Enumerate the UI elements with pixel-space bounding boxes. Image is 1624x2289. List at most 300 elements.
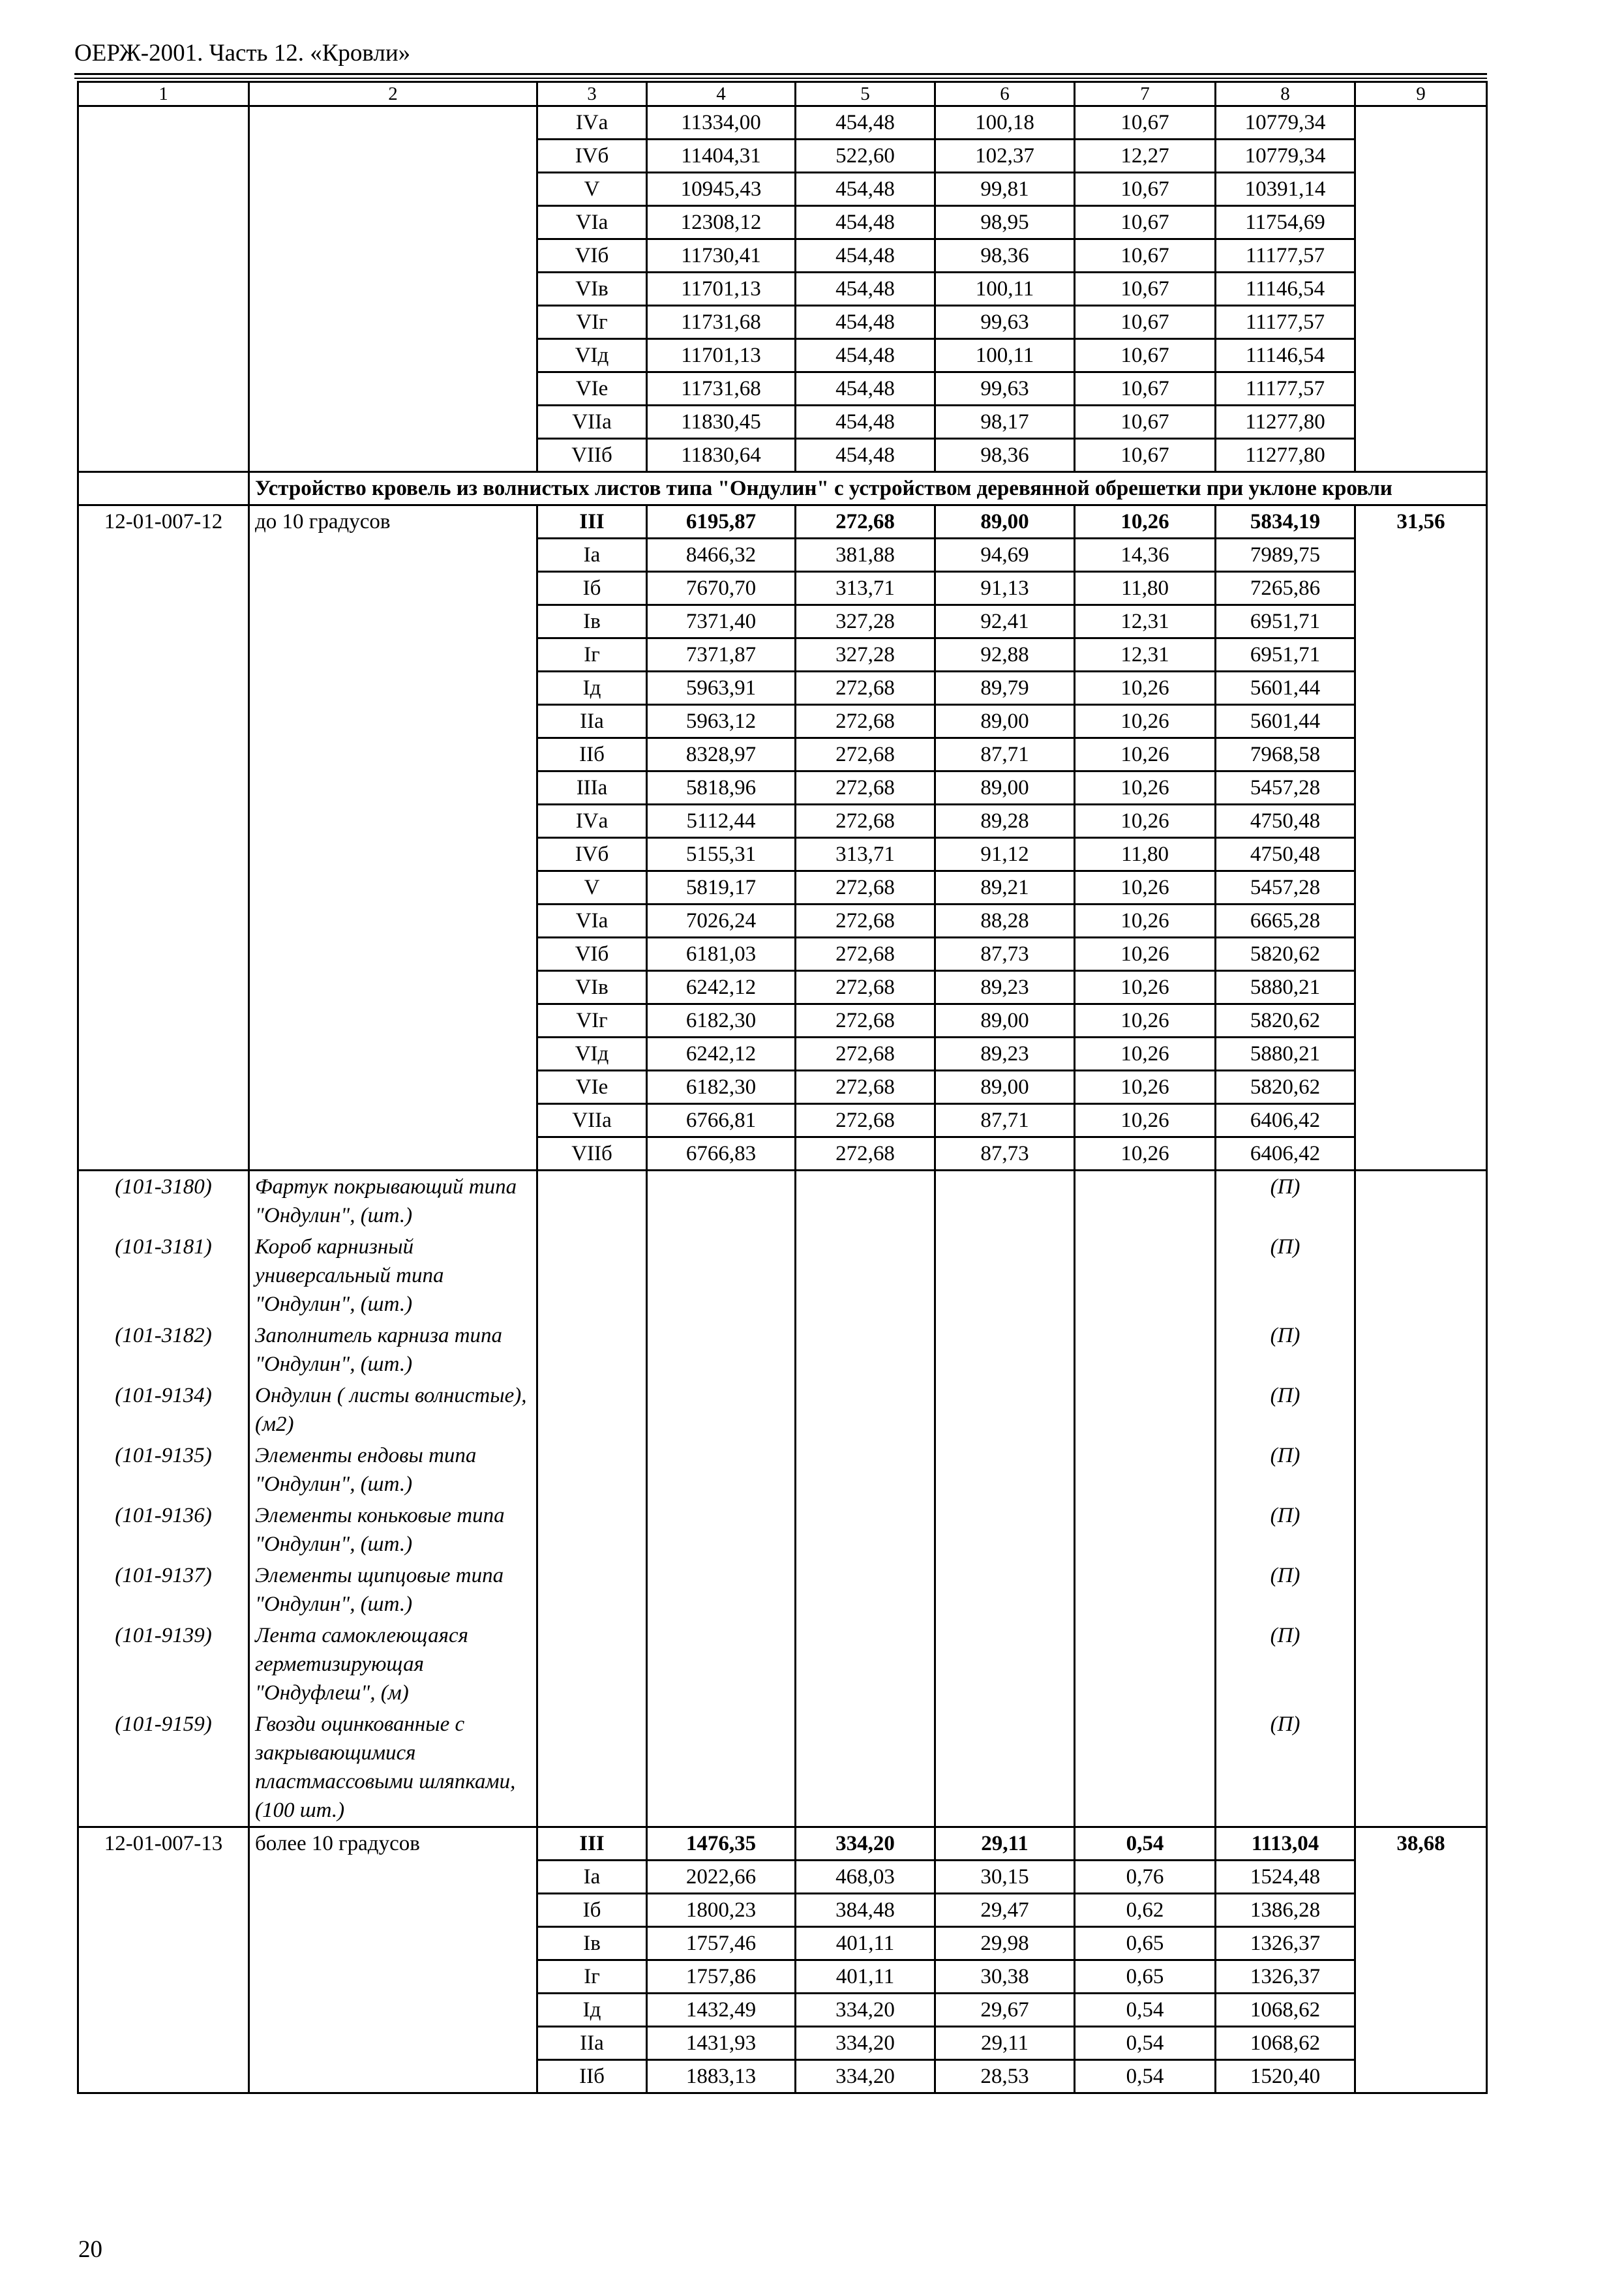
value-cell: 5880,21 bbox=[1216, 1038, 1355, 1071]
value-cell: 6951,71 bbox=[1216, 605, 1355, 638]
empty-cell bbox=[647, 1440, 796, 1500]
value-cell: 272,68 bbox=[796, 1071, 935, 1104]
empty-cell bbox=[935, 1709, 1075, 1827]
resource-code: (101-3182) bbox=[78, 1320, 249, 1380]
value-cell: 10,26 bbox=[1075, 1071, 1216, 1104]
empty-cell bbox=[935, 1560, 1075, 1620]
value-cell: 89,00 bbox=[935, 1004, 1075, 1038]
value-cell: 11830,64 bbox=[647, 439, 796, 472]
value-cell: 6665,28 bbox=[1216, 905, 1355, 938]
region-code-cell: VIIа bbox=[537, 1104, 647, 1137]
value-cell: 313,71 bbox=[796, 838, 935, 871]
region-code-cell: VIв bbox=[537, 971, 647, 1004]
value-cell: 11334,00 bbox=[647, 106, 796, 140]
value-cell: 14,36 bbox=[1075, 539, 1216, 572]
value-cell: 8466,32 bbox=[647, 539, 796, 572]
region-code-cell: III bbox=[537, 505, 647, 539]
region-code-cell: VIа bbox=[537, 206, 647, 239]
region-code-cell: V bbox=[537, 173, 647, 206]
region-code-cell: VIIб bbox=[537, 1137, 647, 1171]
empty-cell bbox=[935, 1620, 1075, 1709]
col-header: 8 bbox=[1216, 82, 1355, 106]
region-code-cell: VIе bbox=[537, 372, 647, 406]
value-cell: 29,47 bbox=[935, 1894, 1075, 1927]
value-cell: 87,71 bbox=[935, 738, 1075, 771]
value-cell: 89,28 bbox=[935, 805, 1075, 838]
value-cell: 0,62 bbox=[1075, 1894, 1216, 1927]
column-number-row bbox=[78, 82, 1487, 106]
value-cell: 29,11 bbox=[935, 1827, 1075, 1861]
value-cell: 0,76 bbox=[1075, 1861, 1216, 1894]
value-cell: 5112,44 bbox=[647, 805, 796, 838]
empty-cell bbox=[1355, 1440, 1487, 1500]
value-cell: 1524,48 bbox=[1216, 1861, 1355, 1894]
value-cell: 5601,44 bbox=[1216, 705, 1355, 738]
resource-mark: (П) bbox=[1216, 1709, 1355, 1827]
resource-code: (101-9137) bbox=[78, 1560, 249, 1620]
value-cell: 5457,28 bbox=[1216, 771, 1355, 805]
value-cell: 12,31 bbox=[1075, 638, 1216, 672]
value-cell: 102,37 bbox=[935, 140, 1075, 173]
resource-name: Элементы щипцовые типа "Ондулин", (шт.) bbox=[249, 1560, 537, 1620]
value-cell: 272,68 bbox=[796, 871, 935, 905]
value-cell: 98,95 bbox=[935, 206, 1075, 239]
value-cell: 11731,68 bbox=[647, 372, 796, 406]
resource-mark: (П) bbox=[1216, 1380, 1355, 1440]
value-cell: 100,11 bbox=[935, 273, 1075, 306]
value-cell: 10,26 bbox=[1075, 1137, 1216, 1171]
region-code-cell: IIа bbox=[537, 705, 647, 738]
value-cell: 272,68 bbox=[796, 938, 935, 971]
col-header: 6 bbox=[935, 82, 1075, 106]
resource-row bbox=[78, 1620, 1487, 1709]
resource-row bbox=[78, 1709, 1487, 1827]
region-code-cell: IVб bbox=[537, 140, 647, 173]
value-cell: 10779,34 bbox=[1216, 106, 1355, 140]
region-code-cell: VIд bbox=[537, 339, 647, 372]
value-cell: 10,67 bbox=[1075, 273, 1216, 306]
region-code-cell: Iб bbox=[537, 572, 647, 605]
resource-name: Элементы коньковые типа "Ондулин", (шт.) bbox=[249, 1500, 537, 1560]
value-cell: 11177,57 bbox=[1216, 372, 1355, 406]
value-cell: 94,69 bbox=[935, 539, 1075, 572]
value-cell: 334,20 bbox=[796, 1827, 935, 1861]
value-cell: 272,68 bbox=[796, 1104, 935, 1137]
value-cell: 10,67 bbox=[1075, 239, 1216, 273]
value-cell: 10,26 bbox=[1075, 871, 1216, 905]
region-code-cell: VIIа bbox=[537, 406, 647, 439]
value-cell: 6195,87 bbox=[647, 505, 796, 539]
value-cell: 0,54 bbox=[1075, 1827, 1216, 1861]
value-cell: 0,65 bbox=[1075, 1927, 1216, 1960]
region-code-cell: Iг bbox=[537, 638, 647, 672]
value-cell: 89,23 bbox=[935, 1038, 1075, 1071]
table-row bbox=[78, 106, 1487, 140]
rates-table bbox=[77, 81, 1488, 2094]
empty-cell bbox=[537, 1560, 647, 1620]
value-cell: 7265,86 bbox=[1216, 572, 1355, 605]
value-cell: 99,81 bbox=[935, 173, 1075, 206]
value-cell: 454,48 bbox=[796, 206, 935, 239]
value-cell: 11730,41 bbox=[647, 239, 796, 273]
value-cell: 10,26 bbox=[1075, 771, 1216, 805]
table-row-main bbox=[78, 1827, 1487, 1861]
resource-code: (101-3180) bbox=[78, 1171, 249, 1232]
value-cell: 87,73 bbox=[935, 938, 1075, 971]
empty-cell bbox=[537, 1440, 647, 1500]
resource-name: Лента самоклеющаяся герметизирующая "Ондуфлеш", (м) bbox=[249, 1620, 537, 1709]
col9-value: 31,56 bbox=[1355, 505, 1487, 1171]
value-cell: 272,68 bbox=[796, 505, 935, 539]
empty-cell bbox=[1075, 1709, 1216, 1827]
region-code-cell: VIе bbox=[537, 1071, 647, 1104]
value-cell: 91,13 bbox=[935, 572, 1075, 605]
value-cell: 10,67 bbox=[1075, 206, 1216, 239]
region-code-cell: IIа bbox=[537, 2027, 647, 2060]
value-cell: 272,68 bbox=[796, 971, 935, 1004]
region-code-cell: IIIа bbox=[537, 771, 647, 805]
value-cell: 100,18 bbox=[935, 106, 1075, 140]
value-cell: 4750,48 bbox=[1216, 805, 1355, 838]
empty-cell bbox=[1355, 1231, 1487, 1320]
empty-cell bbox=[1075, 1560, 1216, 1620]
value-cell: 327,28 bbox=[796, 605, 935, 638]
value-cell: 29,98 bbox=[935, 1927, 1075, 1960]
value-cell: 1326,37 bbox=[1216, 1927, 1355, 1960]
page-header-title: ОЕРЖ-2001. Часть 12. «Кровли» bbox=[74, 40, 411, 67]
resource-name: Заполнитель карниза типа "Ондулин", (шт.) bbox=[249, 1320, 537, 1380]
value-cell: 29,11 bbox=[935, 2027, 1075, 2060]
col-header: 2 bbox=[249, 82, 537, 106]
value-cell: 89,00 bbox=[935, 771, 1075, 805]
section-title: Устройство кровель из волнистых листов типа "Ондулин" с устройством деревянной обрешетки при уклоне кровли bbox=[249, 472, 1487, 505]
value-cell: 8328,97 bbox=[647, 738, 796, 771]
value-cell: 28,53 bbox=[935, 2060, 1075, 2093]
header-rule-thick bbox=[74, 73, 1487, 75]
value-cell: 313,71 bbox=[796, 572, 935, 605]
region-code-cell: IVб bbox=[537, 838, 647, 871]
empty-cell bbox=[796, 1440, 935, 1500]
resource-name: Гвозди оцинкованные с закрывающимися пластмассовыми шляпками, (100 шт.) bbox=[249, 1709, 537, 1827]
empty-cell bbox=[647, 1560, 796, 1620]
empty-cell bbox=[796, 1171, 935, 1232]
value-cell: 6242,12 bbox=[647, 1038, 796, 1071]
value-cell: 5601,44 bbox=[1216, 672, 1355, 705]
value-cell: 11701,13 bbox=[647, 339, 796, 372]
empty-cell bbox=[796, 1380, 935, 1440]
region-code-cell: III bbox=[537, 1827, 647, 1861]
value-cell: 11177,57 bbox=[1216, 239, 1355, 273]
empty-cell bbox=[796, 1560, 935, 1620]
value-cell: 30,15 bbox=[935, 1861, 1075, 1894]
value-cell: 5820,62 bbox=[1216, 1004, 1355, 1038]
value-cell: 7371,87 bbox=[647, 638, 796, 672]
col-header: 1 bbox=[78, 82, 249, 106]
col-header: 4 bbox=[647, 82, 796, 106]
value-cell: 30,38 bbox=[935, 1960, 1075, 1994]
empty-cell bbox=[796, 1709, 935, 1827]
value-cell: 89,00 bbox=[935, 1071, 1075, 1104]
region-code-cell: VIв bbox=[537, 273, 647, 306]
value-cell: 89,21 bbox=[935, 871, 1075, 905]
region-code-cell: Iб bbox=[537, 1894, 647, 1927]
value-cell: 1113,04 bbox=[1216, 1827, 1355, 1861]
empty-cell bbox=[647, 1231, 796, 1320]
value-cell: 5155,31 bbox=[647, 838, 796, 871]
value-cell: 1757,46 bbox=[647, 1927, 796, 1960]
empty-cell bbox=[537, 1320, 647, 1380]
resource-code: (101-9159) bbox=[78, 1709, 249, 1827]
region-code-cell: VIб bbox=[537, 239, 647, 273]
resource-mark: (П) bbox=[1216, 1440, 1355, 1500]
col-header: 5 bbox=[796, 82, 935, 106]
value-cell: 6242,12 bbox=[647, 971, 796, 1004]
value-cell: 401,11 bbox=[796, 1960, 935, 1994]
resource-name: Элементы ендовы типа "Ондулин", (шт.) bbox=[249, 1440, 537, 1500]
page-number: 20 bbox=[78, 2236, 102, 2263]
value-cell: 272,68 bbox=[796, 738, 935, 771]
value-cell: 10,26 bbox=[1075, 738, 1216, 771]
resource-row bbox=[78, 1231, 1487, 1320]
value-cell: 11701,13 bbox=[647, 273, 796, 306]
value-cell: 12,27 bbox=[1075, 140, 1216, 173]
empty-cell bbox=[537, 1500, 647, 1560]
value-cell: 87,71 bbox=[935, 1104, 1075, 1137]
rate-code: 12-01-007-13 bbox=[78, 1827, 249, 2093]
value-cell: 1326,37 bbox=[1216, 1960, 1355, 1994]
region-code-cell: VIг bbox=[537, 306, 647, 339]
region-code-cell: Iа bbox=[537, 1861, 647, 1894]
section-heading-block bbox=[78, 472, 1487, 505]
empty-cell bbox=[537, 1231, 647, 1320]
value-cell: 1386,28 bbox=[1216, 1894, 1355, 1927]
empty-cell bbox=[537, 1171, 647, 1232]
value-cell: 10,67 bbox=[1075, 339, 1216, 372]
region-code-cell: VIа bbox=[537, 905, 647, 938]
value-cell: 1520,40 bbox=[1216, 2060, 1355, 2093]
value-cell: 6181,03 bbox=[647, 938, 796, 971]
empty-cell bbox=[537, 1620, 647, 1709]
value-cell: 11277,80 bbox=[1216, 406, 1355, 439]
empty-cell bbox=[1355, 1320, 1487, 1380]
value-cell: 272,68 bbox=[796, 1137, 935, 1171]
empty-cell bbox=[796, 1620, 935, 1709]
value-cell: 5818,96 bbox=[647, 771, 796, 805]
empty-cell bbox=[796, 1320, 935, 1380]
region-code-cell: VIд bbox=[537, 1038, 647, 1071]
value-cell: 272,68 bbox=[796, 705, 935, 738]
empty-cell bbox=[647, 1709, 796, 1827]
value-cell: 272,68 bbox=[796, 1038, 935, 1071]
section-empty-cell bbox=[78, 472, 249, 505]
value-cell: 10391,14 bbox=[1216, 173, 1355, 206]
resource-code: (101-9135) bbox=[78, 1440, 249, 1500]
value-cell: 5880,21 bbox=[1216, 971, 1355, 1004]
resource-mark: (П) bbox=[1216, 1620, 1355, 1709]
value-cell: 6951,71 bbox=[1216, 638, 1355, 672]
region-code-cell: Iд bbox=[537, 1994, 647, 2027]
value-cell: 11731,68 bbox=[647, 306, 796, 339]
value-cell: 334,20 bbox=[796, 2027, 935, 2060]
resource-row bbox=[78, 1171, 1487, 1232]
region-code-cell: IIб bbox=[537, 738, 647, 771]
resource-mark: (П) bbox=[1216, 1171, 1355, 1232]
value-cell: 454,48 bbox=[796, 439, 935, 472]
value-cell: 1068,62 bbox=[1216, 2027, 1355, 2060]
region-code-cell: VIг bbox=[537, 1004, 647, 1038]
value-cell: 454,48 bbox=[796, 306, 935, 339]
value-cell: 6766,83 bbox=[647, 1137, 796, 1171]
value-cell: 6406,42 bbox=[1216, 1104, 1355, 1137]
empty-cell bbox=[537, 1380, 647, 1440]
value-cell: 10,26 bbox=[1075, 672, 1216, 705]
value-cell: 0,65 bbox=[1075, 1960, 1216, 1994]
region-code-cell: Iв bbox=[537, 1927, 647, 1960]
empty-cell bbox=[935, 1380, 1075, 1440]
rate-code: 12-01-007-12 bbox=[78, 505, 249, 1171]
col-header: 7 bbox=[1075, 82, 1216, 106]
value-cell: 92,41 bbox=[935, 605, 1075, 638]
value-cell: 89,00 bbox=[935, 505, 1075, 539]
value-cell: 7026,24 bbox=[647, 905, 796, 938]
value-cell: 10,67 bbox=[1075, 372, 1216, 406]
value-cell: 7989,75 bbox=[1216, 539, 1355, 572]
resource-row bbox=[78, 1500, 1487, 1560]
value-cell: 99,63 bbox=[935, 306, 1075, 339]
value-cell: 10,67 bbox=[1075, 439, 1216, 472]
value-cell: 98,36 bbox=[935, 439, 1075, 472]
value-cell: 87,73 bbox=[935, 1137, 1075, 1171]
value-cell: 6766,81 bbox=[647, 1104, 796, 1137]
resource-mark: (П) bbox=[1216, 1500, 1355, 1560]
item-13-block bbox=[78, 1827, 1487, 2093]
region-code-cell: V bbox=[537, 871, 647, 905]
empty-cell bbox=[647, 1320, 796, 1380]
resource-row bbox=[78, 1440, 1487, 1500]
value-cell: 11177,57 bbox=[1216, 306, 1355, 339]
empty-cell bbox=[1355, 1500, 1487, 1560]
value-cell: 454,48 bbox=[796, 173, 935, 206]
value-cell: 5820,62 bbox=[1216, 1071, 1355, 1104]
empty-cell bbox=[1355, 1560, 1487, 1620]
empty-cell bbox=[1355, 1709, 1487, 1827]
value-cell: 401,11 bbox=[796, 1927, 935, 1960]
value-cell: 98,36 bbox=[935, 239, 1075, 273]
empty-cell bbox=[1075, 1500, 1216, 1560]
value-cell: 6182,30 bbox=[647, 1071, 796, 1104]
value-cell: 11,80 bbox=[1075, 572, 1216, 605]
empty-cell bbox=[647, 1380, 796, 1440]
rate-name: более 10 градусов bbox=[249, 1827, 537, 2093]
value-cell: 1757,86 bbox=[647, 1960, 796, 1994]
value-cell: 5457,28 bbox=[1216, 871, 1355, 905]
rate-name: до 10 градусов bbox=[249, 505, 537, 1171]
resource-row bbox=[78, 1560, 1487, 1620]
value-cell: 10,67 bbox=[1075, 106, 1216, 140]
value-cell: 10,26 bbox=[1075, 905, 1216, 938]
value-cell: 5819,17 bbox=[647, 871, 796, 905]
region-code-cell: IVа bbox=[537, 106, 647, 140]
empty-cell bbox=[1075, 1380, 1216, 1440]
value-cell: 6406,42 bbox=[1216, 1137, 1355, 1171]
value-cell: 10945,43 bbox=[647, 173, 796, 206]
value-cell: 6182,30 bbox=[647, 1004, 796, 1038]
resource-code: (101-9134) bbox=[78, 1380, 249, 1440]
value-cell: 10,26 bbox=[1075, 1038, 1216, 1071]
top-block bbox=[78, 106, 1487, 472]
value-cell: 10,26 bbox=[1075, 805, 1216, 838]
empty-cell bbox=[796, 1500, 935, 1560]
empty-cell bbox=[935, 1171, 1075, 1232]
resource-code: (101-9139) bbox=[78, 1620, 249, 1709]
region-code-cell: Iа bbox=[537, 539, 647, 572]
region-code-cell: VIб bbox=[537, 938, 647, 971]
value-cell: 89,23 bbox=[935, 971, 1075, 1004]
value-cell: 272,68 bbox=[796, 672, 935, 705]
region-code-cell: VIIб bbox=[537, 439, 647, 472]
value-cell: 1068,62 bbox=[1216, 1994, 1355, 2027]
value-cell: 1883,13 bbox=[647, 2060, 796, 2093]
value-cell: 10,26 bbox=[1075, 1004, 1216, 1038]
region-code-cell: Iв bbox=[537, 605, 647, 638]
empty-cell bbox=[935, 1500, 1075, 1560]
empty-cell bbox=[935, 1440, 1075, 1500]
empty-cell bbox=[935, 1231, 1075, 1320]
empty-cell bbox=[537, 1709, 647, 1827]
item-12-block bbox=[78, 505, 1487, 1827]
header-rule-thin bbox=[74, 78, 1487, 79]
value-cell: 29,67 bbox=[935, 1994, 1075, 2027]
col9-value: 38,68 bbox=[1355, 1827, 1487, 2093]
value-cell: 7371,40 bbox=[647, 605, 796, 638]
value-cell: 334,20 bbox=[796, 1994, 935, 2027]
resource-name: Ондулин ( листы волнистые), (м2) bbox=[249, 1380, 537, 1440]
value-cell: 10,26 bbox=[1075, 938, 1216, 971]
region-code-cell: IVа bbox=[537, 805, 647, 838]
resource-code: (101-9136) bbox=[78, 1500, 249, 1560]
empty-cell bbox=[1355, 1620, 1487, 1709]
value-cell: 454,48 bbox=[796, 372, 935, 406]
value-cell: 10,67 bbox=[1075, 173, 1216, 206]
empty-cell bbox=[647, 1620, 796, 1709]
value-cell: 327,28 bbox=[796, 638, 935, 672]
empty-cell bbox=[1075, 1320, 1216, 1380]
value-cell: 11754,69 bbox=[1216, 206, 1355, 239]
value-cell: 10779,34 bbox=[1216, 140, 1355, 173]
empty-cell bbox=[1355, 1380, 1487, 1440]
empty-cell bbox=[1075, 1231, 1216, 1320]
value-cell: 12308,12 bbox=[647, 206, 796, 239]
empty-cell bbox=[1075, 1620, 1216, 1709]
region-code-cell: Iд bbox=[537, 672, 647, 705]
value-cell: 272,68 bbox=[796, 1004, 935, 1038]
value-cell: 1431,93 bbox=[647, 2027, 796, 2060]
code-cell bbox=[78, 106, 249, 472]
value-cell: 5834,19 bbox=[1216, 505, 1355, 539]
value-cell: 11404,31 bbox=[647, 140, 796, 173]
table-row-main bbox=[78, 505, 1487, 539]
value-cell: 12,31 bbox=[1075, 605, 1216, 638]
value-cell: 5963,12 bbox=[647, 705, 796, 738]
value-cell: 1476,35 bbox=[647, 1827, 796, 1861]
col-header: 9 bbox=[1355, 82, 1487, 106]
resource-mark: (П) bbox=[1216, 1560, 1355, 1620]
value-cell: 5963,91 bbox=[647, 672, 796, 705]
name-cell bbox=[249, 106, 537, 472]
value-cell: 100,11 bbox=[935, 339, 1075, 372]
value-cell: 1432,49 bbox=[647, 1994, 796, 2027]
value-cell: 91,12 bbox=[935, 838, 1075, 871]
